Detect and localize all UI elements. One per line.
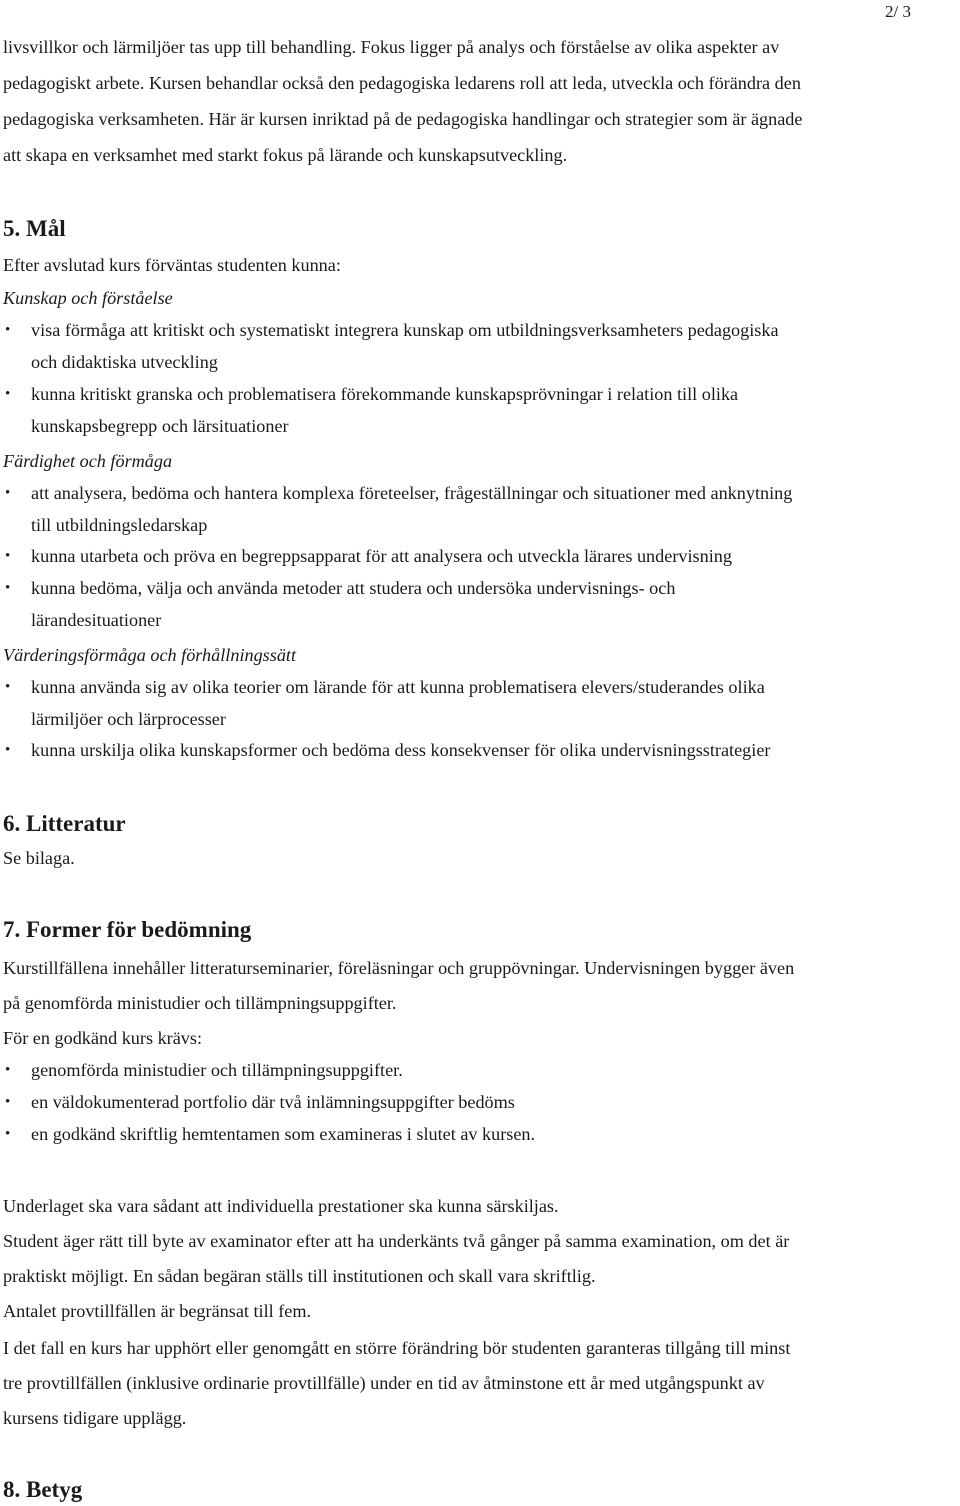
bullet-icon: • [5, 679, 11, 695]
bullet-icon: • [5, 322, 11, 338]
assessment-paragraph: Antalet provtillfällen är begränsat till fem. [3, 1301, 312, 1321]
list-item-continuation: till utbildningsledarskap [31, 515, 208, 535]
intro-line: pedagogiska verksamheten. Här är kursen inriktad på de pedagogiska handlingar och strategier som är ägnade [3, 109, 803, 129]
assessment-line: Kurstillfällena innehåller litteraturseminarier, föreläsningar och gruppövningar. Undervisningen bygger även [3, 958, 795, 978]
page-number: 2/ 3 [885, 2, 911, 21]
requirements-intro: För en godkänd kurs krävs: [3, 1028, 203, 1048]
intro-line: livsvillkor och lärmiljöer tas upp till behandling. Fokus ligger på analys och förståelse av olika aspekter av [3, 37, 780, 57]
section-heading-grading: 8. Betyg [3, 1477, 83, 1502]
list-item-continuation: och didaktiska utveckling [31, 352, 218, 372]
list-item-continuation: lärmiljöer och lärprocesser [31, 709, 226, 729]
section-heading-literature: 6. Litteratur [3, 811, 126, 836]
assessment-line: på genomförda ministudier och tillämpningsuppgifter. [3, 993, 397, 1013]
list-item: kunna urskilja olika kunskapsformer och bedöma dess konsekvenser för olika undervisningsstrategier [31, 740, 771, 760]
list-item: visa förmåga att kritiskt och systematiskt integrera kunskap om utbildningsverksamheters pedagogiska [31, 320, 779, 340]
bullet-icon: • [5, 1062, 11, 1078]
list-item: genomförda ministudier och tillämpningsuppgifter. [31, 1060, 403, 1080]
list-item: kunna utarbeta och pröva en begreppsapparat för att analysera och utveckla lärares undervisning [31, 546, 732, 566]
list-item: kunna använda sig av olika teorier om lärande för att kunna problematisera elevers/studerandes olika [31, 677, 765, 697]
list-item-continuation: lärandesituationer [31, 610, 162, 630]
literature-text: Se bilaga. [3, 848, 75, 868]
goal-group-title: Värderingsförmåga och förhållningssätt [3, 645, 297, 665]
bullet-icon: • [5, 485, 11, 501]
goal-group-title: Kunskap och förståelse [3, 288, 173, 308]
bullet-icon: • [5, 386, 11, 402]
goal-group-title: Färdighet och förmåga [3, 451, 173, 471]
list-item: en väldokumenterad portfolio där två inlämningsuppgifter bedöms [31, 1092, 515, 1112]
list-item: en godkänd skriftlig hemtentamen som examineras i slutet av kursen. [31, 1124, 536, 1144]
intro-line: att skapa en verksamhet med starkt fokus på lärande och kunskapsutveckling. [3, 145, 568, 165]
list-item-continuation: kunskapsbegrepp och lärsituationer [31, 416, 289, 436]
bullet-icon: • [5, 742, 11, 758]
bullet-icon: • [5, 580, 11, 596]
section-heading-assessment: 7. Former för bedömning [3, 917, 252, 942]
intro-line: pedagogiskt arbete. Kursen behandlar också den pedagogiska ledarens roll att leda, utveckla och förändra den [3, 73, 801, 93]
bullet-icon: • [5, 548, 11, 564]
assessment-paragraph: Student äger rätt till byte av examinator efter att ha underkänts två gånger på samma examination, om det är [3, 1231, 790, 1251]
assessment-paragraph: Underlaget ska vara sådant att individuella prestationer ska kunna särskiljas. [3, 1196, 559, 1216]
bullet-icon: • [5, 1126, 11, 1142]
assessment-paragraph: I det fall en kurs har upphört eller genomgått en större förändring bör studenten garanteras tillgång till minst [3, 1338, 791, 1358]
list-item: att analysera, bedöma och hantera komplexa företeelser, frågeställningar och situationer med anknytning [31, 483, 793, 503]
goals-intro: Efter avslutad kurs förväntas studenten kunna: [3, 255, 341, 275]
bullet-icon: • [5, 1094, 11, 1110]
section-heading-goals: 5. Mål [3, 216, 66, 241]
list-item: kunna kritiskt granska och problematisera förekommande kunskapsprövningar i relation till olika [31, 384, 739, 404]
assessment-paragraph: tre provtillfällen (inklusive ordinarie provtillfälle) under en tid av åtminstone ett år med utgångspunkt av [3, 1373, 765, 1393]
list-item: kunna bedöma, välja och använda metoder att studera och undersöka undervisnings- och [31, 578, 676, 598]
assessment-paragraph: kursens tidigare upplägg. [3, 1408, 187, 1428]
assessment-paragraph: praktiskt möjligt. En sådan begäran ställs till institutionen och skall vara skriftlig. [3, 1266, 596, 1286]
